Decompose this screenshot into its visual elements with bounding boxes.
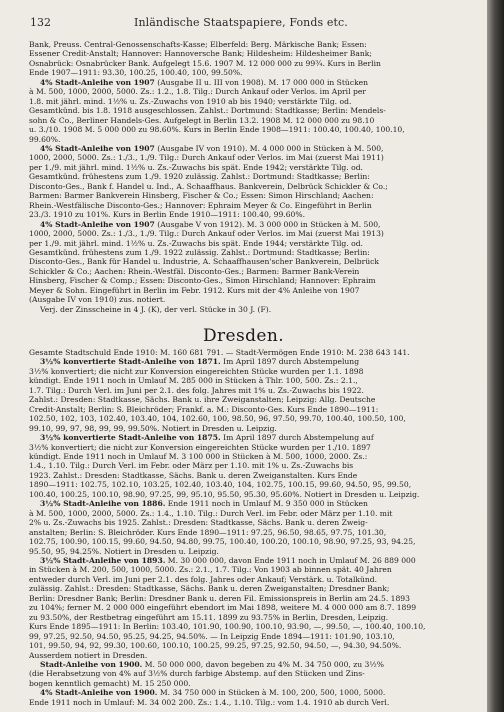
text-line: 101, 99.50, 94, 92, 99.30, 100.60, 100.10, 100.25, 99.25, 97.25, 92.50, 94.50, —, 94.30, 94.50%. [29,641,402,651]
text-line: Gesamtkünd. frühestens zum 1./9. 1922 zulässig. Zahlst.: Dortmund: Stadtkasse; Berlin: [29,247,370,257]
text-line: per 1./9. mit jährl. mind. 1½% u. Zs.-Zuwachs bis spät. Ende 1944; verstärkte Tilg. od. [29,238,363,248]
text-line: 102.50, 102, 103, 102.40, 103.40, 104, 102.60, 100, 98.50, 96, 97.50, 99.70, 100.40, 100.50, 100, [29,414,406,424]
text-line: 102.75, 100.90, 100.15, 99.60, 94.50, 94.80, 99.75, 100.40, 100.20, 100.10, 98.90, 97.25, 93, 94.25, [29,537,416,547]
text-line: 95.50, 95, 94.25%. Notiert in Dresden u. Leipzig. [29,546,219,556]
text-line: Rhein.-Westfälische Disconto-Ges.; Hannover: Ephraim Meyer & Co. Eingeführt in Berlin [29,200,372,210]
text-line: Ende 1911 noch in Umlauf: M. 34 002 200. Zs.: 1.4., 1.10. Tilg.: vom 1.4. 1910 ab durch Verl. [29,697,390,707]
text-line: Verj. der Zinsscheine in 4 J. (K), der verl. Stücke in 30 J. (F). [40,304,272,314]
text-line: 3½% Stadt-Anleihe von 1893. M. 30 000 000, davon Ende 1911 noch in Umlauf M. 26 889 000 [40,555,416,565]
text-line: 1890—1911: 102.75, 102.10, 103.25, 102.40, 103.40, 104, 102.75, 100.15, 99.60, 94.50, 95, 99.50, [29,480,412,490]
text-line: à M. 500, 1000, 2000, 5000. Zs.: 1.4., 1.10. Tilg.: Durch Verl. im Febr. oder März per 1.10. mit [29,508,393,518]
text-line: zu 93.50%, der Restbetrag eingeführt am 15.11. 1899 zu 93.75% in Berlin, Dresden, Leipzig. [29,612,389,622]
text-line: 4% Stadt-Anleihe von 1907 (Ausgabe IV von 1910). M. 4 000 000 in Stücken à M. 500, [40,143,384,153]
text-line: zulässig. Zahlst.: Dresden: Stadtkasse, Sächs. Bank u. deren Zweiganstalten; Dresdner Bank; [29,584,390,594]
text-line: Gesamte Stadtschuld Ende 1910: M. 160 681 791. — Stadt-Vermögen Ende 1910: M. 238 643 141. [29,348,410,357]
text-block-top [29,40,487,314]
text-line: Berlin: Dresdner Bank; Berlin: Dresdner Bank u. deren Fil. Emissionspreis in Berlin am 24.5. 1893 [29,593,410,603]
text-line: Osnabrück: Osnabrücker Bank. Aufgelegt 15.6. 1907 M. 12 000 000 zu 99¾. Kurs in Berlin [29,58,381,68]
text-line: Zahlst.: Dresden: Stadtkasse, Sächs. Bank u. ihre Zweiganstalten; Leipzig: Allg. Deutsche [29,395,376,405]
text-line: in Stücken à M. 200, 500, 1000, 5000. Zs.: 2.1., 1.7. Tilg.: Von 1903 ab binnen spät. 40 Jahren [29,565,392,575]
text-line: Barmen: Barmer Bankverein Hinsberg, Fischer & Co.; Essen: Simon Hirschland; Aachen: [29,191,374,201]
text-line: (Ausgabe IV von 1910) zus. notiert. [29,295,166,305]
text-line: (die Herabsetzung von 4% auf 3½% durch farbige Abstemp. auf den Stücken und Zins- [29,669,365,679]
text-line: Ausserdem notiert in Dresden. [29,650,148,660]
text-line: 99.60%. [29,134,61,144]
text-line: Hinsberg, Fischer & Comp.; Essen: Disconto-Ges., Simon Hirschland; Hannover: Ephraim [29,276,376,286]
text-line: Gesamtkünd. bis 1.8. 1918 ausgeschlossen. Zahlst.: Dortmund: Stadtkasse; Berlin: Mendels- [29,106,386,116]
text-line: à M. 500, 1000, 2000, 5000. Zs.: 1.2., 1.8. Tilg.: Durch Ankauf oder Verlos. im April per [29,87,366,97]
text-line: 1000, 2000, 5000. Zs.: 1./3., 1./9. Tilg.: Durch Ankauf oder Verlos. im Mai (zuerst Mai 1911) [29,153,384,163]
text-line: Disconto-Ges., Bank für Handel u. Industrie, A. Schaaffhausen'scher Bankverein, Delbrück [29,257,379,267]
text-line: Meyer & Sohn. Eingeführt in Berlin im Febr. 1912. Kurs mit der 4% Anleihe von 1907 [29,285,360,295]
text-line: 1923. Zahlst.: Dresden: Stadtkasse, Sächs. Bank u. deren Zweiganstalten. Kurs Ende [29,470,358,480]
text-line: Kurs Ende 1895—1911: In Berlin: 103.40, 101.90, 100.90, 100.10, 93.90, —, 99.50, —, 100.40, 100.10, [29,622,426,632]
book-gutter-shadow [487,0,504,712]
text-line: Essener Credit-Anstalt; Hannover: Hannoversche Bank; Hildesheim: Hildesheimer Bank; [29,49,372,59]
text-line: 1.7. Tilg.: Durch Verl. im Juni per 2.1. des folg. Jahres mit 1% u. Zs.-Zuwachs bis 1922. [29,385,364,395]
text-line: 3½% Stadt-Anleihe von 1886. Ende 1911 noch in Umlauf M. 9 350 000 in Stücken [40,499,368,509]
text-line: 1000, 2000, 5000. Zs.: 1./3., 1./9. Tilg.: Durch Ankauf oder Verlos. im Mai (zuerst Mai 1913) [29,229,384,239]
page-number: 132 [30,16,51,29]
text-line: Credit-Anstalt; Berlin: S. Bleichröder; Frankf. a. M.: Disconto-Ges. Kurs Ende 1890—1911: [29,404,379,414]
text-line: 100.40, 100.25, 100.10, 98.90, 97.25, 99, 95.10, 95.50, 95.30, 95.60%. Notiert in Dresden u. Leipzig. [29,489,420,499]
text-block-dresden [29,348,487,707]
text-line: 2% u. Zs.-Zuwachs bis 1925. Zahlst.: Dresden: Stadtkasse, Sächs. Bank u. deren Zweig- [29,518,368,528]
text-line: 3½% konvertierte Stadt-Anleihe von 1875. Im April 1897 durch Abstempelung auf [40,433,374,443]
text-line: entweder durch Verl. im Juni per 2.1. des folg. Jahres oder Ankauf; Verstärk. u. Totalkünd. [29,574,378,584]
text-line: 4% Stadt-Anleihe von 1907 (Ausgabe V von 1912). M. 3 000 000 in Stücken à M. 500, [40,219,381,229]
text-line: zu 104%; ferner M. 2 000 000 eingeführt ebendort im Mai 1898, weitere M. 4 000 000 am 8.7. 1899 [29,603,417,613]
text-line: Stadt-Anleihe von 1900. M. 50 000 000, davon begeben zu 4% M. 34 750 000, zu 3½% [40,659,384,669]
text-line: per 1./9. mit jährl. mind. 1½% u. Zs.-Zuwachs bis spät. Ende 1942; verstärkte Tilg. od. [29,162,363,172]
text-line: 4% Stadt-Anleihe von 1900. M. 34 750 000 in Stücken à M. 100, 200, 500, 1000, 5000. [40,688,386,698]
text-line: anstalten; Berlin: S. Bleichröder. Kurs Ende 1890—1911: 97.25, 96.50, 98.65, 97.75, 101.30, [29,527,387,537]
text-line: 1.8. mit jährl. mind. 1½% u. Zs.-Zuwachs von 1910 ab bis 1940; verstärkte Tilg. od. [29,96,352,106]
section-heading: Dresden. [202,326,285,346]
text-line: u. 3./10. 1908 M. 5 000 000 zu 98.60%. Kurs in Berlin Ende 1908—1911: 100.40, 100.40, 100.10, [29,125,405,135]
text-line: Schickler & Co.; Aachen: Rhein.-Westfäl. Disconto-Ges.; Barmen: Barmer Bank-Verein [29,266,360,276]
text-line: Gesamtkünd. frühestens zum 1./9. 1920 zulässig. Zahlst.: Dortmund: Stadtkasse; Berlin: [29,172,370,182]
text-line: Bank, Preuss. Central-Genossenschafts-Kasse; Elberfeld: Berg. Märkische Bank; Essen: [29,40,367,49]
text-line: Disconto-Ges., Bank f. Handel u. Ind., A. Schaaffhaus. Bankverein, Delbrück Schickler & Co.; [29,181,388,191]
text-line: bogen kenntlich gemacht) M. 15 250 000. [29,678,191,688]
text-line: sohn & Co., Berliner Handels-Ges. Aufgelegt in Berlin 13.2. 1908 M. 12 000 000 zu 98.10 [29,115,375,125]
text-line: Ende 1907—1911: 93.30, 100.25, 100.40, 100, 99.50%. [29,68,243,78]
text-line: 3½% konvertiert; die nicht zur Konversion eingereichten Stücke wurden per 1./10. 1897 [29,442,371,452]
text-line: 3½% konvertierte Stadt-Anleihe von 1871. Im April 1897 durch Abstempelung [40,357,360,367]
text-line: 23./3. 1910 zu 101%. Kurs in Berlin Ende 1910—1911: 100.40, 99.60%. [29,210,306,220]
text-line: kündigt. Ende 1911 noch in Umlauf M. 3 100 000 in Stücken à M. 500, 1000, 2000. Zs.: [29,451,368,461]
text-line: 3½% konvertiert; die nicht zur Konversion eingereichten Stücke wurden per 1.1. 1898 [29,366,364,376]
text-line: 4% Stadt-Anleihe von 1907 (Ausgabe II u. III von 1908). M. 17 000 000 in Stücken [40,77,369,87]
text-line: 99, 97.25, 92.50, 94.50, 95.25, 94.25, 94.50%. — In Leipzig Ende 1894—1911: 101.90, 103.10, [29,631,395,641]
page-header [30,16,480,30]
text-line: 99.10, 99, 97, 98, 99, 99, 99.50%. Notiert in Dresden u. Leipzig. [29,423,277,433]
text-line: 1.4., 1.10. Tilg.: Durch Verl. im Febr. oder März per 1.10. mit 1% u. Zs.-Zuwachs bis [29,461,354,471]
text-line: kündigt. Ende 1911 noch in Umlauf M. 285 000 in Stücken à Thlr. 100, 500. Zs.: 2.1., [29,376,358,386]
running-title: Inländische Staatspapiere, Fonds etc. [134,16,348,29]
